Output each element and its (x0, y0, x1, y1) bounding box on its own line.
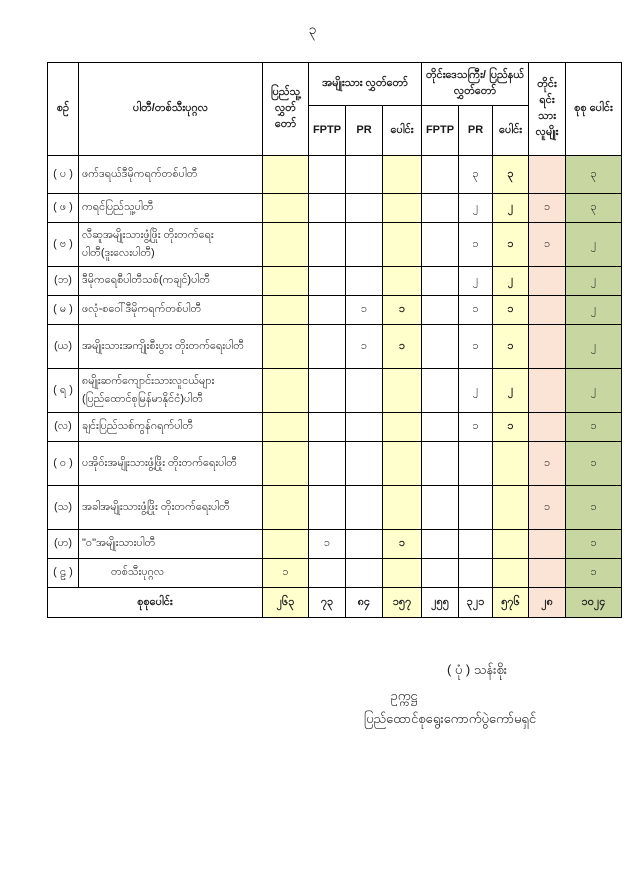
header-region-fptp: FPTP (422, 106, 459, 156)
cell-ethnic (529, 369, 566, 413)
cell-region-pr: ၂ (459, 267, 493, 296)
header-amyotha-pr: PR (346, 106, 383, 156)
cell-region-sum: ၁ (493, 413, 529, 442)
cell-total: ၂ (566, 223, 622, 267)
party-name: ၈မျိုးဆက်ကျောင်းသားလူငယ်များ (ပြည်ထောင်စုမြန်မာနိုင်ငံ)ပါတီ (79, 369, 263, 413)
cell-amyotha-sum (383, 442, 422, 486)
cell-total: ၂ (566, 296, 622, 325)
cell-region-fptp (422, 223, 459, 267)
party-name: တစ်သီးပုဂ္ဂလ (79, 559, 263, 588)
cell-amyotha-fptp (309, 413, 346, 442)
cell-amyotha-pr: ၁ (346, 325, 383, 369)
signature-name: ( ပုံ ) သန်းစိုး (446, 662, 508, 677)
party-name: လီဆူအမျိုးသားဖွံ့ဖြိုး တိုးတက်ရေးပါတီ(ဒူးလေးပါတီ) (79, 223, 263, 267)
row-label: (ယ) (48, 325, 79, 369)
cell-region-pr: ၁ (459, 413, 493, 442)
cell-amyotha-pr (346, 223, 383, 267)
total-region-pr: ၃၂၁ (459, 588, 493, 618)
cell-amyotha-pr (346, 194, 383, 223)
party-name: ဖက်ဒရယ်ဒီမိုကရက်တစ်ပါတီ (79, 156, 263, 194)
cell-region-fptp (422, 559, 459, 588)
cell-amyotha-sum: ၁ (383, 296, 422, 325)
cell-region-pr (459, 559, 493, 588)
cell-amyotha-sum (383, 156, 422, 194)
cell-pyithu (263, 486, 309, 530)
cell-amyotha-pr: ၁ (346, 296, 383, 325)
cell-total: ၁ (566, 486, 622, 530)
cell-region-fptp (422, 194, 459, 223)
grand-total: ၁၀၂၄ (566, 588, 622, 618)
cell-region-sum (493, 486, 529, 530)
row-label: ( ဠ ) (48, 559, 79, 588)
table-row (48, 442, 622, 486)
cell-total: ၂ (566, 369, 622, 413)
party-name: ဖလုံ-စဝေါ်ဒီမိုကရက်တစ်ပါတီ (79, 296, 263, 325)
row-label: (သ) (48, 486, 79, 530)
party-name: "ဝ"အမျိုးသားပါတီ (79, 530, 263, 559)
cell-pyithu (263, 369, 309, 413)
table-row (48, 559, 622, 588)
row-label: (ဟ) (48, 530, 79, 559)
cell-amyotha-fptp (309, 296, 346, 325)
cell-amyotha-fptp (309, 442, 346, 486)
cell-amyotha-fptp (309, 369, 346, 413)
header-grand-total: စုစု ပေါင်း (566, 63, 622, 156)
cell-region-pr (459, 486, 493, 530)
row-label: ( ဖ ) (48, 194, 79, 223)
cell-pyithu (263, 325, 309, 369)
cell-pyithu (263, 442, 309, 486)
cell-amyotha-sum (383, 194, 422, 223)
table-row (48, 413, 622, 442)
cell-ethnic (529, 559, 566, 588)
cell-ethnic (529, 156, 566, 194)
party-name: ချင်းပြည်သစ်ကွန်ဂရက်ပါတီ (79, 413, 263, 442)
cell-ethnic: ၁ (529, 486, 566, 530)
cell-total: ၂ (566, 325, 622, 369)
cell-amyotha-pr (346, 486, 383, 530)
total-region-sum: ၅၇၆ (493, 588, 529, 618)
cell-pyithu (263, 223, 309, 267)
cell-amyotha-sum: ၁ (383, 530, 422, 559)
cell-ethnic: ၁ (529, 223, 566, 267)
cell-amyotha-sum (383, 223, 422, 267)
cell-amyotha-fptp (309, 325, 346, 369)
cell-pyithu (263, 296, 309, 325)
cell-region-sum: ၁ (493, 296, 529, 325)
cell-region-pr: ၁ (459, 223, 493, 267)
table-row (48, 530, 622, 559)
cell-region-fptp (422, 413, 459, 442)
cell-region-sum: ၃ (493, 156, 529, 194)
cell-ethnic (529, 325, 566, 369)
signature-title: ဥက္ကဋ္ဌ (390, 688, 418, 703)
cell-region-fptp (422, 325, 459, 369)
cell-region-pr (459, 442, 493, 486)
cell-amyotha-pr (346, 559, 383, 588)
total-pyithu: ၂၆၃ (263, 588, 309, 618)
row-label: ( မ ) (48, 296, 79, 325)
cell-region-sum (493, 559, 529, 588)
party-name: ပအိုဝ်းအမျိုးသားဖွံ့ဖြိုး တိုးတက်ရေးပါတီ (79, 442, 263, 486)
cell-amyotha-sum (383, 267, 422, 296)
cell-amyotha-pr (346, 413, 383, 442)
cell-total: ၁ (566, 559, 622, 588)
cell-region-sum: ၁ (493, 325, 529, 369)
cell-total: ၁ (566, 442, 622, 486)
cell-amyotha-fptp: ၁ (309, 530, 346, 559)
cell-region-sum: ၁ (493, 223, 529, 267)
total-amyotha-pr: ၈၄ (346, 588, 383, 618)
row-label: ( ဝ ) (48, 442, 79, 486)
cell-pyithu: ၁ (263, 559, 309, 588)
cell-region-fptp (422, 369, 459, 413)
cell-region-sum (493, 530, 529, 559)
table-row (48, 325, 622, 369)
row-label: ( ပ ) (48, 156, 79, 194)
cell-amyotha-pr (346, 156, 383, 194)
cell-total: ၁ (566, 413, 622, 442)
results-table (47, 62, 622, 618)
row-label: (ဘ) (48, 267, 79, 296)
cell-region-fptp (422, 267, 459, 296)
party-name: အခါအမျိုးသားဖွံ့ဖြိုး တိုးတက်ရေးပါတီ (79, 486, 263, 530)
cell-region-pr: ၁ (459, 325, 493, 369)
total-amyotha-fptp: ၇၃ (309, 588, 346, 618)
party-name: ကရင်ပြည်သူ့ပါတီ (79, 194, 263, 223)
cell-total: ၂ (566, 267, 622, 296)
cell-region-fptp (422, 442, 459, 486)
party-name: ဒီမိုကရေစီပါတီသစ်(ကချင်)ပါတီ (79, 267, 263, 296)
header-pyithu-hluttaw: ပြည်သူ့ လွှတ် တော် (263, 63, 309, 156)
table-row (48, 267, 622, 296)
cell-pyithu (263, 530, 309, 559)
header-row-1 (48, 63, 622, 106)
header-serial: စဉ် (48, 63, 79, 156)
cell-amyotha-pr (346, 267, 383, 296)
header-party: ပါတီ/တစ်သီးပုဂ္ဂလ (79, 63, 263, 156)
cell-pyithu (263, 267, 309, 296)
signature-organization: ပြည်ထောင်စုရွေးကောက်ပွဲကော်မရှင် (363, 711, 537, 726)
table-row (48, 194, 622, 223)
cell-amyotha-sum (383, 486, 422, 530)
table-row (48, 369, 622, 413)
cell-total: ၃ (566, 194, 622, 223)
row-label: (လ) (48, 413, 79, 442)
header-amyotha-sum: ပေါင်း (383, 106, 422, 156)
cell-amyotha-pr (346, 442, 383, 486)
header-amyotha-fptp: FPTP (309, 106, 346, 156)
header-region-sum: ပေါင်း (493, 106, 529, 156)
cell-ethnic (529, 267, 566, 296)
cell-ethnic (529, 296, 566, 325)
table-row (48, 486, 622, 530)
cell-ethnic (529, 530, 566, 559)
cell-amyotha-fptp (309, 267, 346, 296)
cell-region-pr: ၁ (459, 296, 493, 325)
total-amyotha-sum: ၁၅၇ (383, 588, 422, 618)
totals-row (48, 588, 622, 618)
cell-pyithu (263, 194, 309, 223)
header-region-pr: PR (459, 106, 493, 156)
cell-total: ၁ (566, 530, 622, 559)
cell-region-sum: ၂ (493, 369, 529, 413)
cell-pyithu (263, 156, 309, 194)
cell-region-pr: ၂ (459, 194, 493, 223)
row-label: ( ဗ ) (48, 223, 79, 267)
cell-amyotha-pr (346, 369, 383, 413)
cell-ethnic (529, 413, 566, 442)
cell-amyotha-fptp (309, 223, 346, 267)
total-region-fptp: ၂၅၅ (422, 588, 459, 618)
cell-pyithu (263, 413, 309, 442)
cell-region-fptp (422, 156, 459, 194)
cell-region-pr: ၂ (459, 369, 493, 413)
cell-region-sum: ၂ (493, 267, 529, 296)
cell-region-fptp (422, 530, 459, 559)
cell-amyotha-sum: ၁ (383, 325, 422, 369)
cell-ethnic: ၁ (529, 194, 566, 223)
cell-region-sum (493, 442, 529, 486)
cell-region-sum: ၂ (493, 194, 529, 223)
total-ethnic: ၂၈ (529, 588, 566, 618)
cell-amyotha-sum (383, 559, 422, 588)
cell-amyotha-fptp (309, 559, 346, 588)
cell-amyotha-fptp (309, 194, 346, 223)
cell-amyotha-sum (383, 413, 422, 442)
cell-region-fptp (422, 486, 459, 530)
cell-amyotha-pr (346, 530, 383, 559)
cell-amyotha-fptp (309, 156, 346, 194)
cell-amyotha-fptp (309, 486, 346, 530)
cell-region-pr (459, 530, 493, 559)
cell-ethnic: ၁ (529, 442, 566, 486)
party-name: အမျိုးသားအကျိုးစီးပွား တိုးတက်ရေးပါတီ (79, 325, 263, 369)
cell-region-fptp (422, 296, 459, 325)
cell-amyotha-sum (383, 369, 422, 413)
header-ethnic-affairs: တိုင်း ရင်း သား လူမျိုး (529, 63, 566, 156)
header-amyotha-hluttaw: အမျိုးသား လွှတ်တော် (309, 63, 422, 106)
row-label: ( ရ ) (48, 369, 79, 413)
header-region-state-hluttaw: တိုင်းဒေသကြီး/ ပြည်နယ်လွှတ်တော် (422, 63, 529, 106)
totals-label: စုစုပေါင်း (48, 588, 263, 618)
table-row (48, 223, 622, 267)
cell-total: ၃ (566, 156, 622, 194)
page-number: ၃ (308, 21, 317, 37)
table-row (48, 156, 622, 194)
table-row (48, 296, 622, 325)
cell-region-pr: ၃ (459, 156, 493, 194)
